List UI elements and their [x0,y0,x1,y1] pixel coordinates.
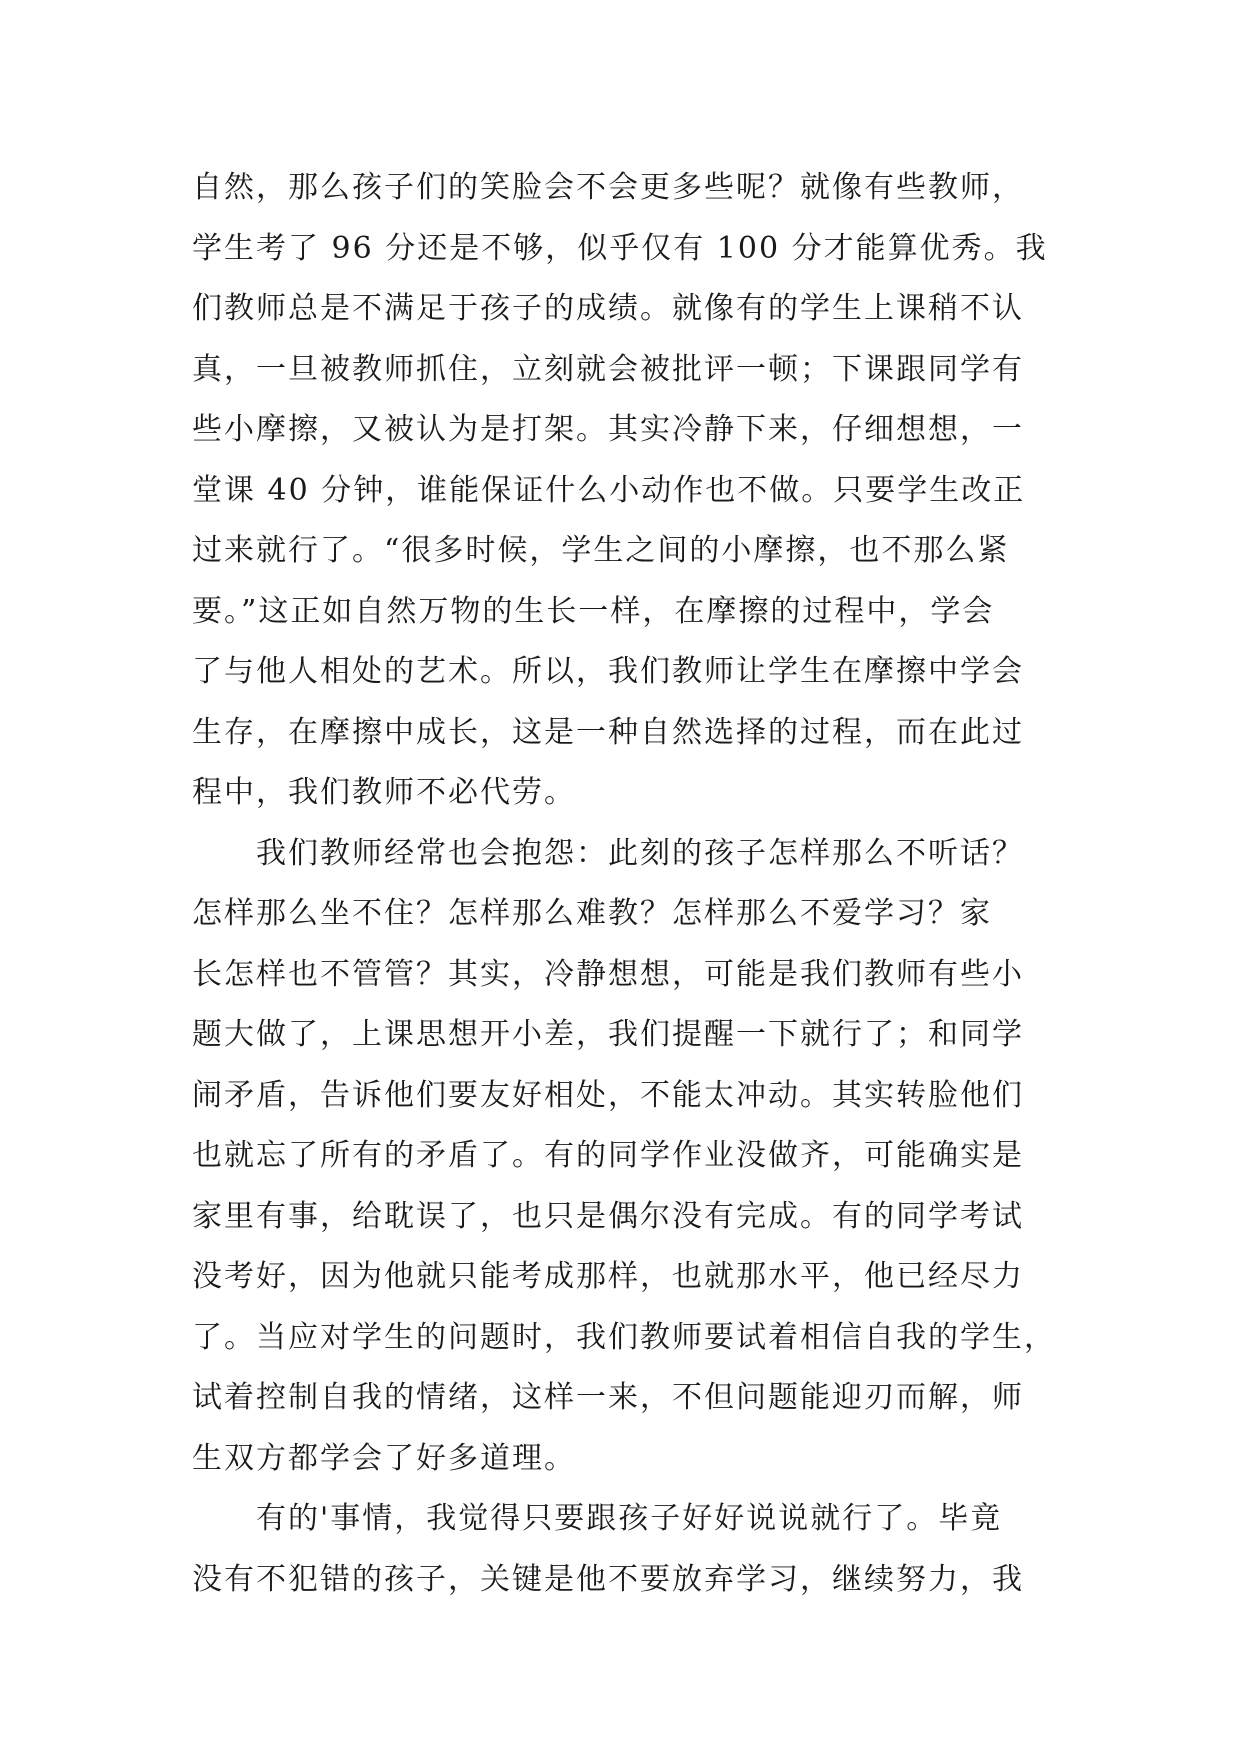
text-line: 长怎样也不管管？其实，冷静想想，可能是我们教师有些小 [192,956,1024,992]
text-line: 们教师总是不满足于孩子的成绩。就像有的学生上课稍不认 [192,291,1024,326]
text-line: 了。当应对学生的问题时，我们教师要试着相信自我的学生， [192,1319,1056,1355]
text-line: 试着控制自我的情绪，这样一来，不但问题能迎刃而解，师 [192,1380,1024,1415]
text-line: 没有不犯错的孩子，关键是他不要放弃学习，继续努力，我 [192,1561,1024,1597]
text-line: 程中，我们教师不必代劳。 [192,775,576,810]
text-line: 些小摩擦，又被认为是打架。其实冷静下来，仔细想想，一 [192,412,1024,447]
text-line-indented: 有的'事情，我觉得只要跟孩子好好说说就行了。毕竟 [256,1501,1003,1536]
text-line: 生双方都学会了好多道理。 [192,1440,576,1476]
text-line: 怎样那么坐不住？怎样那么难教？怎样那么不爱学习？家 [192,896,992,931]
text-line: 要。”这正如自然万物的生长一样，在摩擦的过程中，学会 [192,593,995,629]
text-line: 堂课 40 分钟，谁能保证什么小动作也不做。只要学生改正 [192,472,1026,508]
text-line: 闹矛盾，告诉他们要友好相处，不能太冲动。其实转脸他们 [192,1077,1024,1113]
paragraph-2 [192,824,1056,1490]
text-line: 真，一旦被教师抓住，立刻就会被批评一顿；下课跟同学有 [192,351,1024,387]
text-line: 学生考了 96 分还是不够，似乎仅有 100 分才能算优秀。我 [192,230,1048,266]
paragraph-1 [192,158,1052,824]
text-line: 生存，在摩擦中成长，这是一种自然选择的过程，而在此过 [192,714,1024,750]
text-line: 家里有事，给耽误了，也只是偶尔没有完成。有的同学考试 [192,1198,1024,1234]
text-line: 过来就行了。“很多时候，学生之间的小摩擦，也不那么紧 [192,533,1010,568]
text-line: 没考好，因为他就只能考成那样，也就那水平，他已经尽力 [192,1259,1024,1294]
text-line: 了与他人相处的艺术。所以，我们教师让学生在摩擦中学会 [192,654,1024,689]
text-line: 也就忘了所有的矛盾了。有的同学作业没做齐，可能确实是 [192,1138,1024,1173]
body-text [192,158,1056,1610]
text-line: 题大做了，上课思想开小差，我们提醒一下就行了；和同学 [192,1017,1024,1052]
text-line-indented: 我们教师经常也会抱怨：此刻的孩子怎样那么不听话？ [256,835,1024,871]
paragraph-3 [192,1489,1052,1610]
text-line: 自然，那么孩子们的笑脸会不会更多些呢？就像有些教师， [192,170,1024,205]
